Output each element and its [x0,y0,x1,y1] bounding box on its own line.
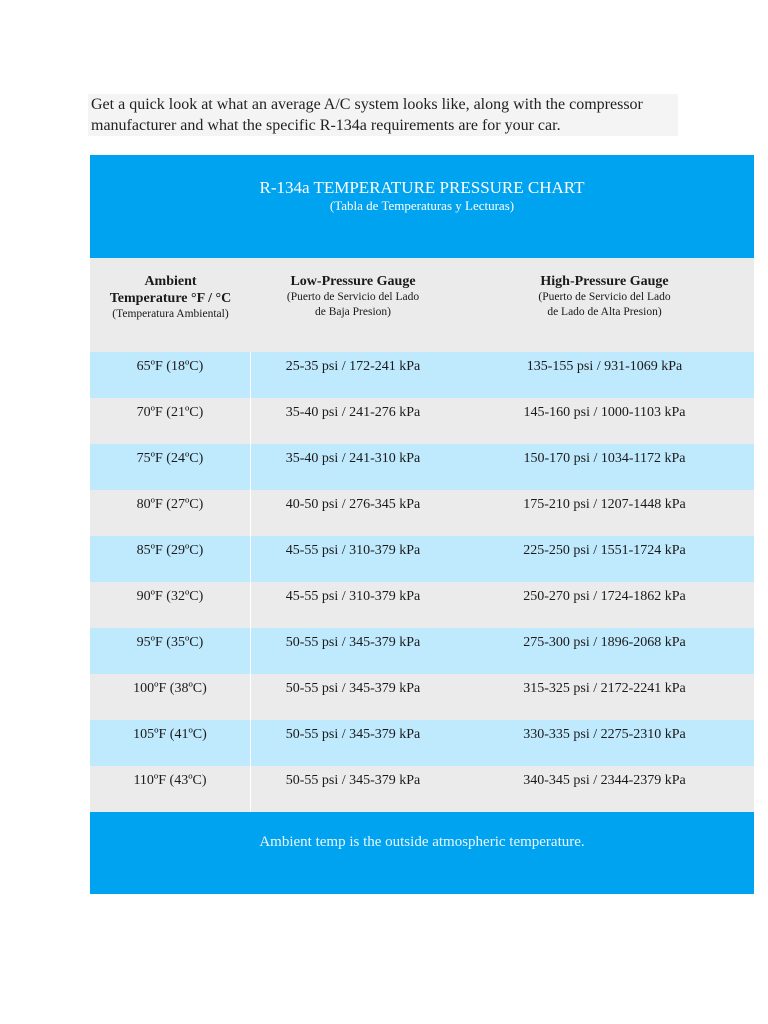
cell-low-pressure: 45-55 psi / 310-379 kPa [285,589,421,604]
cell-low-pressure: 50-55 psi / 345-379 kPa [285,681,421,696]
header-low-sub-1: (Puerto de Servicio del Lado [286,291,420,303]
table-header-row [90,258,754,352]
cell-low-pressure: 45-55 psi / 310-379 kPa [285,543,421,558]
table-row [90,628,754,674]
cell-ambient: 70ºF (21ºC) [90,398,251,444]
header-ambient-title-2: Temperature °F / °C [109,291,232,306]
pressure-chart [90,155,754,894]
cell-ambient: 80ºF (27ºC) [90,490,251,536]
header-ambient-title-1: Ambient [144,274,197,289]
cell-low-pressure: 25-35 psi / 172-241 kPa [285,359,421,374]
header-high-pressure [455,258,754,352]
cell-high-pressure: 315-325 psi / 2172-2241 kPa [523,681,686,696]
header-high-sub-2: de Lado de Alta Presion) [547,306,662,318]
table-row [90,352,754,398]
footer-note: Ambient temp is the outside atmospheric temperature. [259,834,585,850]
table-row [90,674,754,720]
cell-ambient: 75ºF (24ºC) [90,444,251,490]
table-row [90,720,754,766]
header-low-pressure [251,258,455,352]
cell-ambient: 110ºF (43ºC) [90,766,251,812]
cell-low-pressure: 35-40 psi / 241-310 kPa [285,451,421,466]
cell-high-pressure: 150-170 psi / 1034-1172 kPa [523,451,686,466]
cell-high-pressure: 340-345 psi / 2344-2379 kPa [523,773,686,788]
intro-line-2: manufacturer and what the specific R-134a requirements are for your car. [91,117,561,134]
cell-low-pressure: 40-50 psi / 276-345 kPa [285,497,421,512]
header-high-title: High-Pressure Gauge [540,274,669,289]
table-row [90,444,754,490]
intro-line-1: Get a quick look at what an average A/C system looks like, along with the compressor [91,96,643,113]
header-high-sub-1: (Puerto de Servicio del Lado [538,291,671,303]
cell-low-pressure: 50-55 psi / 345-379 kPa [285,773,421,788]
cell-ambient: 65ºF (18ºC) [90,352,251,398]
header-ambient [90,258,251,352]
table-row [90,490,754,536]
cell-ambient: 85ºF (29ºC) [90,536,251,582]
cell-ambient: 105ºF (41ºC) [90,720,251,766]
table-row [90,766,754,812]
cell-ambient: 90ºF (32ºC) [90,582,251,628]
cell-high-pressure: 225-250 psi / 1551-1724 kPa [523,543,686,558]
table-row [90,536,754,582]
table-row [90,582,754,628]
cell-high-pressure: 175-210 psi / 1207-1448 kPa [523,497,686,512]
cell-high-pressure: 145-160 psi / 1000-1103 kPa [523,405,686,420]
cell-low-pressure: 50-55 psi / 345-379 kPa [285,727,421,742]
header-ambient-sub: (Temperatura Ambiental) [112,308,229,320]
chart-title: R-134a TEMPERATURE PRESSURE CHART [259,178,585,197]
cell-high-pressure: 250-270 psi / 1724-1862 kPa [523,589,686,604]
cell-ambient: 100ºF (38ºC) [90,674,251,720]
cell-low-pressure: 35-40 psi / 241-276 kPa [285,405,421,420]
header-low-sub-2: de Baja Presion) [314,306,391,318]
cell-low-pressure: 50-55 psi / 345-379 kPa [285,635,421,650]
chart-subtitle: (Tabla de Temperaturas y Lecturas) [329,198,515,213]
cell-high-pressure: 135-155 psi / 931-1069 kPa [526,359,683,374]
chart-banner [90,155,754,258]
intro-paragraph [88,94,678,136]
cell-high-pressure: 275-300 psi / 1896-2068 kPa [523,635,686,650]
table-row [90,398,754,444]
header-low-title: Low-Pressure Gauge [290,274,416,289]
cell-ambient: 95ºF (35ºC) [90,628,251,674]
chart-footer [90,812,754,894]
cell-high-pressure: 330-335 psi / 2275-2310 kPa [523,727,686,742]
